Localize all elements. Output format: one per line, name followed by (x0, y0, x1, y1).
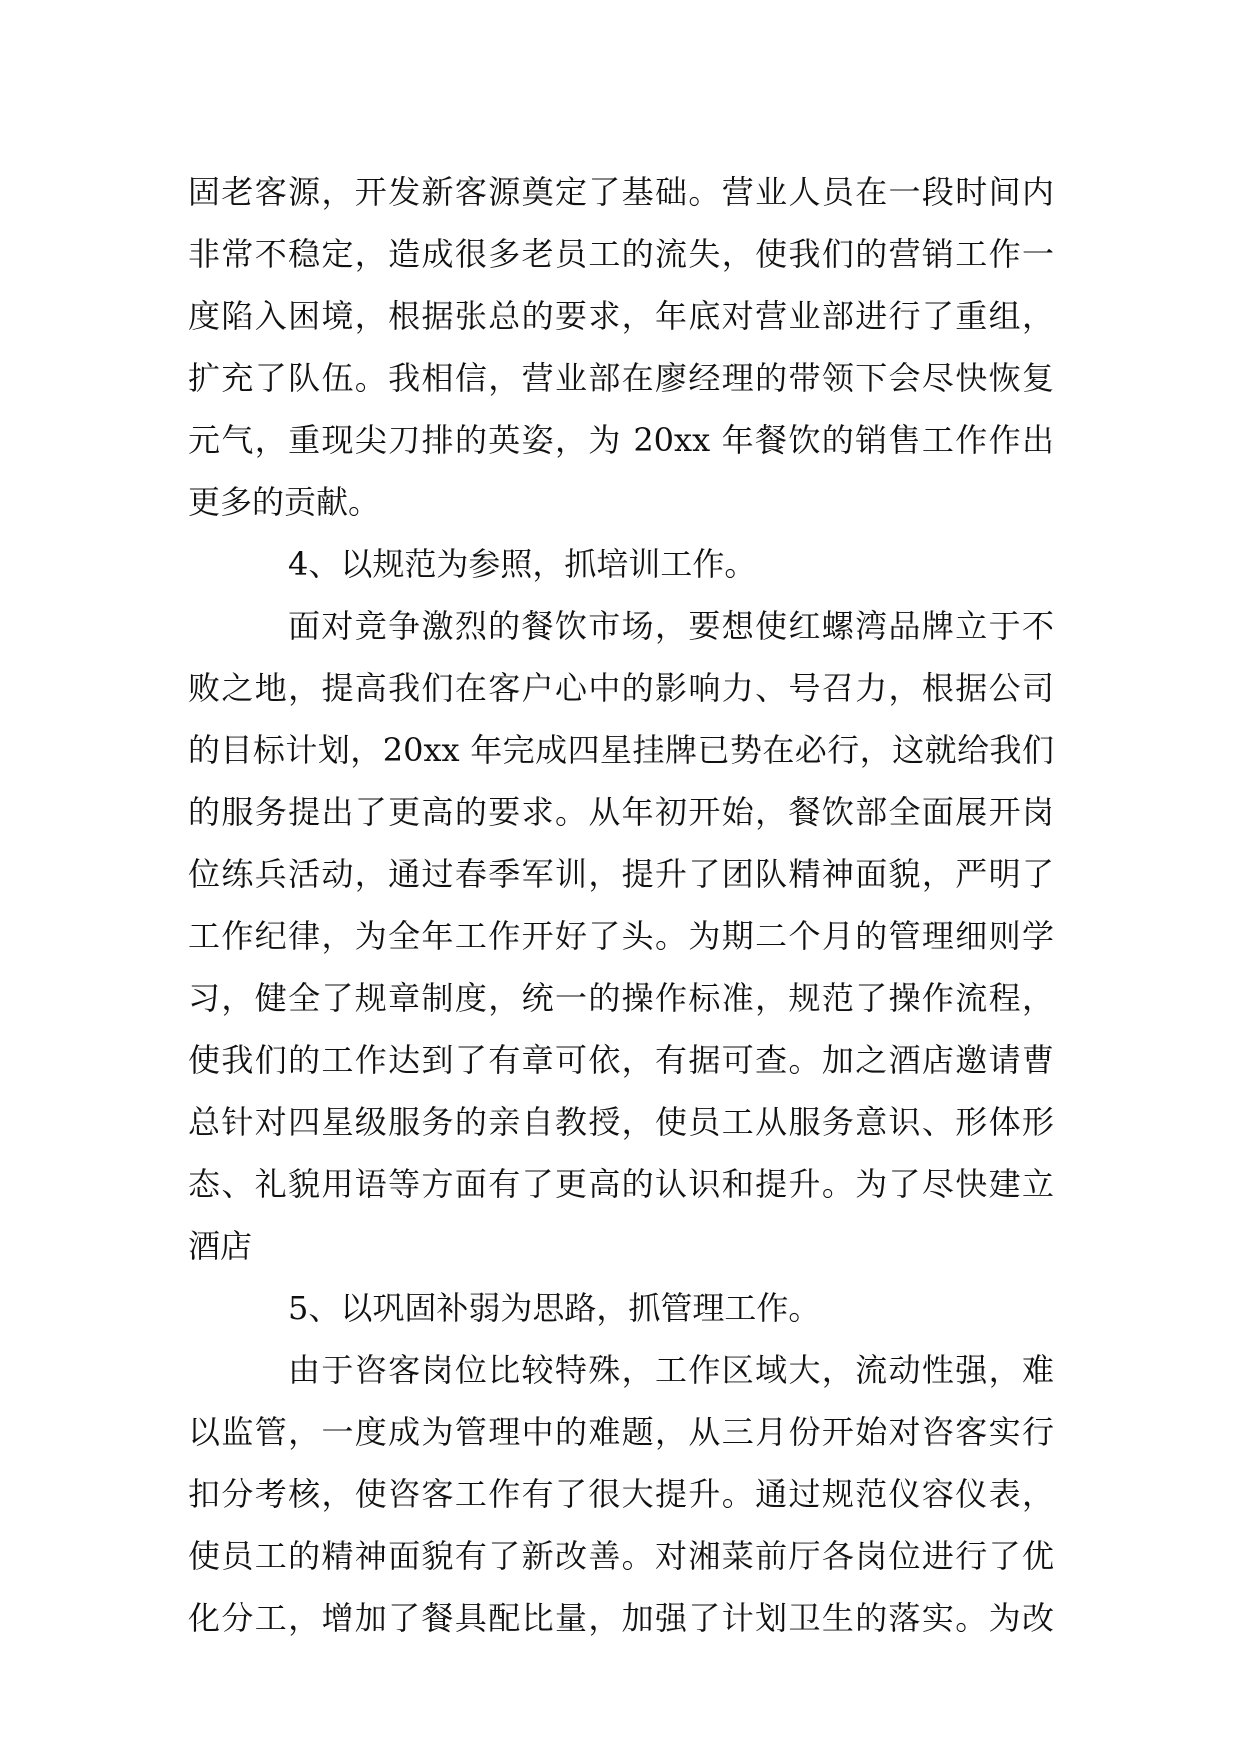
text-line: 使员工的精神面貌有了新改善。对湘菜前厅各岗位进行了优 (188, 1537, 1054, 1575)
text-line: 度陷入困境，根据张总的要求，年底对营业部进行了重组， (188, 297, 1054, 335)
text-line: 位练兵活动，通过春季军训，提升了团队精神面貌，严明了 (188, 855, 1054, 893)
text-line: 习，健全了规章制度，统一的操作标准，规范了操作流程， (188, 979, 1054, 1017)
text-line: 使我们的工作达到了有章可依，有据可查。加之酒店邀请曹 (188, 1041, 1054, 1079)
text-line: 扣分考核，使咨客工作有了很大提升。通过规范仪容仪表， (188, 1475, 1054, 1513)
text-line: 败之地，提高我们在客户心中的影响力、号召力，根据公司 (188, 669, 1054, 707)
text-line: 扩充了队伍。我相信，营业部在廖经理的带领下会尽快恢复 (188, 359, 1054, 397)
text-line: 4、以规范为参照，抓培训工作。 (288, 545, 757, 583)
text-line: 工作纪律，为全年工作开好了头。为期二个月的管理细则学 (188, 917, 1054, 955)
text-line: 态、礼貌用语等方面有了更高的认识和提升。为了尽快建立 (188, 1165, 1054, 1203)
text-line: 面对竞争激烈的餐饮市场，要想使红螺湾品牌立于不 (288, 607, 1054, 645)
text-line: 非常不稳定，造成很多老员工的流失，使我们的营销工作一 (188, 235, 1054, 273)
text-line: 的服务提出了更高的要求。从年初开始，餐饮部全面展开岗 (188, 793, 1054, 831)
text-line: 化分工，增加了餐具配比量，加强了计划卫生的落实。为改 (188, 1599, 1054, 1637)
text-line: 5、以巩固补弱为思路，抓管理工作。 (288, 1289, 821, 1327)
document-body (188, 161, 1054, 1649)
text-line: 以监管，一度成为管理中的难题，从三月份开始对咨客实行 (188, 1413, 1054, 1451)
text-line: 的目标计划，20xx 年完成四星挂牌已势在必行，这就给我们 (188, 731, 1054, 769)
text-line: 更多的贡献。 (188, 483, 381, 521)
text-line: 总针对四星级服务的亲自教授，使员工从服务意识、形体形 (188, 1103, 1054, 1141)
text-line: 元气，重现尖刀排的英姿，为 20xx 年餐饮的销售工作作出 (188, 421, 1054, 459)
text-line: 由于咨客岗位比较特殊，工作区域大，流动性强，难 (288, 1351, 1054, 1389)
text-line: 酒店 (188, 1227, 253, 1265)
text-line: 固老客源，开发新客源奠定了基础。营业人员在一段时间内 (188, 173, 1054, 211)
